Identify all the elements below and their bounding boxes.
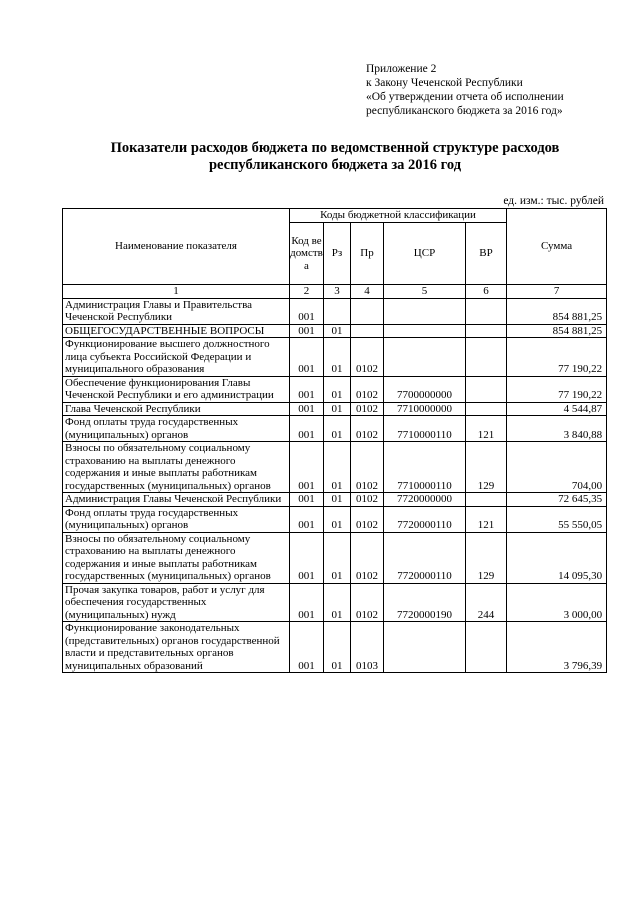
row-csr [384, 298, 466, 324]
row-pr: 0102 [351, 506, 384, 532]
row-rz: 01 [324, 376, 351, 402]
column-numbers-row [63, 285, 607, 299]
table-row [63, 324, 607, 338]
row-rz: 01 [324, 506, 351, 532]
row-pr: 0102 [351, 583, 384, 622]
appendix-note [366, 62, 626, 118]
header-dept: Код ведомства [290, 223, 324, 285]
row-csr [384, 338, 466, 377]
appendix-line-2: к Закону Чеченской Республики [366, 77, 523, 89]
appendix-line-4: республиканского бюджета за 2016 год» [366, 105, 563, 117]
header-vr: ВР [466, 223, 507, 285]
row-vr: 129 [466, 442, 507, 493]
row-rz: 01 [324, 402, 351, 416]
row-vr [466, 493, 507, 507]
row-name: Обеспечение функционирования Главы Чеченской Республики и его администрации [63, 376, 290, 402]
row-dept: 001 [290, 298, 324, 324]
row-vr: 121 [466, 416, 507, 442]
header-pr: Пр [351, 223, 384, 285]
budget-table [62, 208, 607, 673]
header-name: Наименование показателя [63, 209, 290, 285]
header-sum: Сумма [507, 209, 607, 285]
row-pr: 0102 [351, 376, 384, 402]
row-sum: 854 881,25 [507, 324, 607, 338]
column-number: 3 [324, 285, 351, 299]
row-csr: 7720000190 [384, 583, 466, 622]
row-sum: 14 095,30 [507, 532, 607, 583]
row-name: Взносы по обязательному социальному страхованию на выплаты денежного содержания и иные выплаты работникам государственных (муниципальных) органов [63, 442, 290, 493]
row-name: Функционирование высшего должностного лица субъекта Российской Федерации и муниципального образования [63, 338, 290, 377]
row-name: Глава Чеченской Республики [63, 402, 290, 416]
row-name: Администрация Главы Чеченской Республики [63, 493, 290, 507]
row-dept: 001 [290, 402, 324, 416]
row-sum: 704,00 [507, 442, 607, 493]
row-sum: 77 190,22 [507, 376, 607, 402]
table-row [63, 442, 607, 493]
column-number: 5 [384, 285, 466, 299]
row-pr: 0102 [351, 442, 384, 493]
row-dept: 001 [290, 506, 324, 532]
row-csr: 7700000000 [384, 376, 466, 402]
table-row [63, 338, 607, 377]
row-dept: 001 [290, 493, 324, 507]
row-name: Фонд оплаты труда государственных (муниципальных) органов [63, 506, 290, 532]
row-sum: 3 840,88 [507, 416, 607, 442]
header-codes: Коды бюджетной классификации [290, 209, 507, 223]
header-csr: ЦСР [384, 223, 466, 285]
row-pr: 0102 [351, 402, 384, 416]
column-number: 7 [507, 285, 607, 299]
appendix-line-3: «Об утверждении отчета об исполнении [366, 91, 564, 103]
row-sum: 4 544,87 [507, 402, 607, 416]
title-line-1: Показатели расходов бюджета по ведомственной структуре расходов [110, 140, 560, 156]
row-rz: 01 [324, 416, 351, 442]
table-row [63, 402, 607, 416]
row-sum: 3 796,39 [507, 622, 607, 673]
row-rz: 01 [324, 324, 351, 338]
row-name: Функционирование законодательных (представительных) органов государственной власти и представительных органов муниципальных образований [63, 622, 290, 673]
row-vr [466, 338, 507, 377]
row-name: ОБЩЕГОСУДАРСТВЕННЫЕ ВОПРОСЫ [63, 324, 290, 338]
column-number: 1 [63, 285, 290, 299]
row-vr [466, 622, 507, 673]
row-dept: 001 [290, 442, 324, 493]
row-rz: 01 [324, 532, 351, 583]
row-pr: 0102 [351, 338, 384, 377]
row-vr [466, 376, 507, 402]
row-csr [384, 622, 466, 673]
table-row [63, 493, 607, 507]
row-sum: 854 881,25 [507, 298, 607, 324]
row-vr [466, 324, 507, 338]
row-vr [466, 298, 507, 324]
row-dept: 001 [290, 416, 324, 442]
row-dept: 001 [290, 324, 324, 338]
row-rz: 01 [324, 493, 351, 507]
row-pr [351, 324, 384, 338]
row-csr: 7720000000 [384, 493, 466, 507]
row-dept: 001 [290, 622, 324, 673]
row-rz: 01 [324, 583, 351, 622]
row-vr: 244 [466, 583, 507, 622]
row-rz: 01 [324, 622, 351, 673]
row-csr: 7710000110 [384, 442, 466, 493]
appendix-line-1: Приложение 2 [366, 63, 437, 75]
row-name: Фонд оплаты труда государственных (муниципальных) органов [63, 416, 290, 442]
column-number: 6 [466, 285, 507, 299]
row-pr: 0102 [351, 532, 384, 583]
row-vr [466, 402, 507, 416]
row-name: Прочая закупка товаров, работ и услуг для обеспечения государственных (муниципальных) нужд [63, 583, 290, 622]
row-rz: 01 [324, 338, 351, 377]
row-csr: 7720000110 [384, 532, 466, 583]
row-pr: 0102 [351, 493, 384, 507]
row-sum: 55 550,05 [507, 506, 607, 532]
row-name: Администрация Главы и Правительства Чеченской Республики [63, 298, 290, 324]
column-number: 2 [290, 285, 324, 299]
row-pr [351, 298, 384, 324]
row-dept: 001 [290, 338, 324, 377]
row-csr: 7710000110 [384, 416, 466, 442]
document-title [60, 140, 610, 174]
table-row [63, 506, 607, 532]
table-row [63, 622, 607, 673]
row-csr: 7710000000 [384, 402, 466, 416]
row-vr: 129 [466, 532, 507, 583]
row-csr [384, 324, 466, 338]
column-number: 4 [351, 285, 384, 299]
row-dept: 001 [290, 583, 324, 622]
row-rz [324, 298, 351, 324]
table-row [63, 376, 607, 402]
units-label: ед. изм.: тыс. рублей [503, 195, 604, 207]
row-csr: 7720000110 [384, 506, 466, 532]
table-row [63, 298, 607, 324]
row-name: Взносы по обязательному социальному страхованию на выплаты денежного содержания и иные выплаты работникам государственных (муниципальных) органов [63, 532, 290, 583]
row-pr: 0103 [351, 622, 384, 673]
row-sum: 72 645,35 [507, 493, 607, 507]
row-vr: 121 [466, 506, 507, 532]
table-row [63, 416, 607, 442]
row-dept: 001 [290, 376, 324, 402]
table-row [63, 532, 607, 583]
header-rz: Рз [324, 223, 351, 285]
title-line-2: республиканского бюджета за 2016 год [208, 157, 462, 173]
row-sum: 3 000,00 [507, 583, 607, 622]
table-row [63, 583, 607, 622]
row-pr: 0102 [351, 416, 384, 442]
row-dept: 001 [290, 532, 324, 583]
row-sum: 77 190,22 [507, 338, 607, 377]
row-rz: 01 [324, 442, 351, 493]
